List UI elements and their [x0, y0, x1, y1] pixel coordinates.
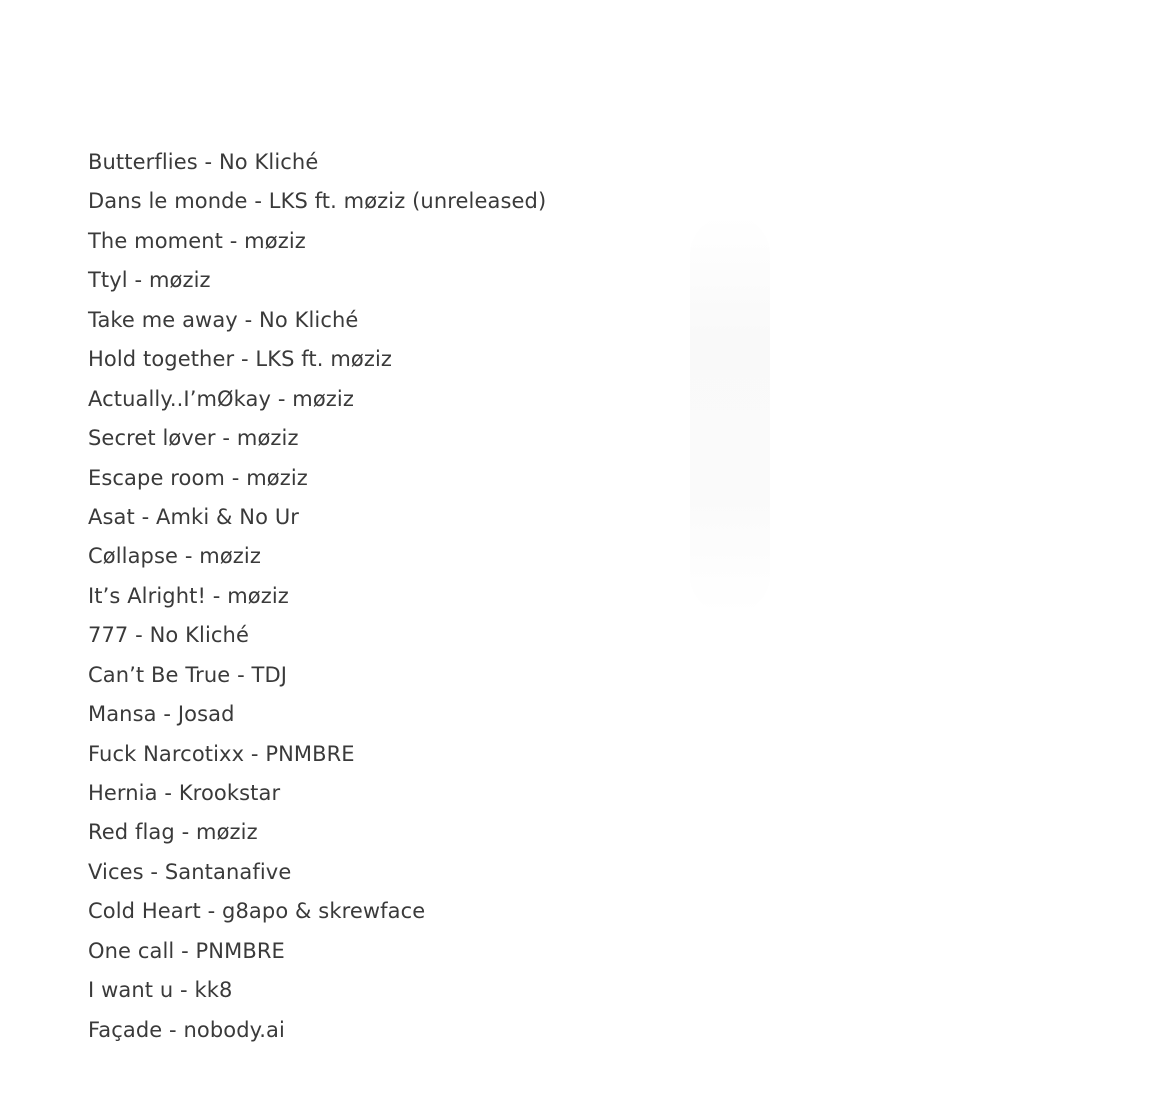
track-line[interactable]: Ttyl - møziz [88, 268, 211, 293]
track-line[interactable]: Can’t Be True - TDJ [88, 662, 288, 687]
track-line[interactable]: Façade - nobody.ai [88, 1017, 285, 1042]
track-line[interactable]: Hold together - LKS ft. møziz [88, 347, 393, 372]
note-text-area[interactable] [88, 143, 1128, 1050]
track-line[interactable]: Cold Heart - g8apo & skrewface [88, 899, 426, 924]
track-line[interactable]: Take me away - No Kliché [88, 307, 359, 332]
track-line[interactable]: Escape room - møziz [88, 465, 308, 490]
track-line[interactable]: Dans le monde - LKS ft. møziz (unreleased) [88, 189, 547, 214]
track-line[interactable]: Fuck Narcotixx - PNMBRE [88, 741, 355, 766]
track-line[interactable]: Vices - Santanafive [88, 859, 292, 884]
track-line[interactable]: I want u - kk8 [88, 978, 233, 1003]
track-line[interactable]: The moment - møziz [88, 228, 306, 253]
track-line[interactable]: 777 - No Kliché [88, 623, 249, 648]
track-line[interactable]: Hernia - Krookstar [88, 781, 281, 805]
track-line[interactable]: Secret løver - møziz [88, 426, 299, 451]
track-line[interactable]: Asat - Amki & No Ur [88, 504, 300, 529]
track-line[interactable]: Cøllapse - møziz [88, 544, 261, 569]
track-line[interactable]: Mansa - Josad [88, 702, 235, 727]
track-line[interactable]: Butterflies - No Kliché [88, 150, 319, 174]
track-line[interactable]: Red flag - møziz [88, 820, 258, 845]
track-line[interactable]: It’s Alright! - møziz [88, 583, 289, 608]
track-line[interactable]: Actually..I’mØkay - møziz [88, 386, 354, 411]
track-list [88, 143, 1128, 1050]
track-line[interactable]: One call - PNMBRE [88, 938, 285, 963]
